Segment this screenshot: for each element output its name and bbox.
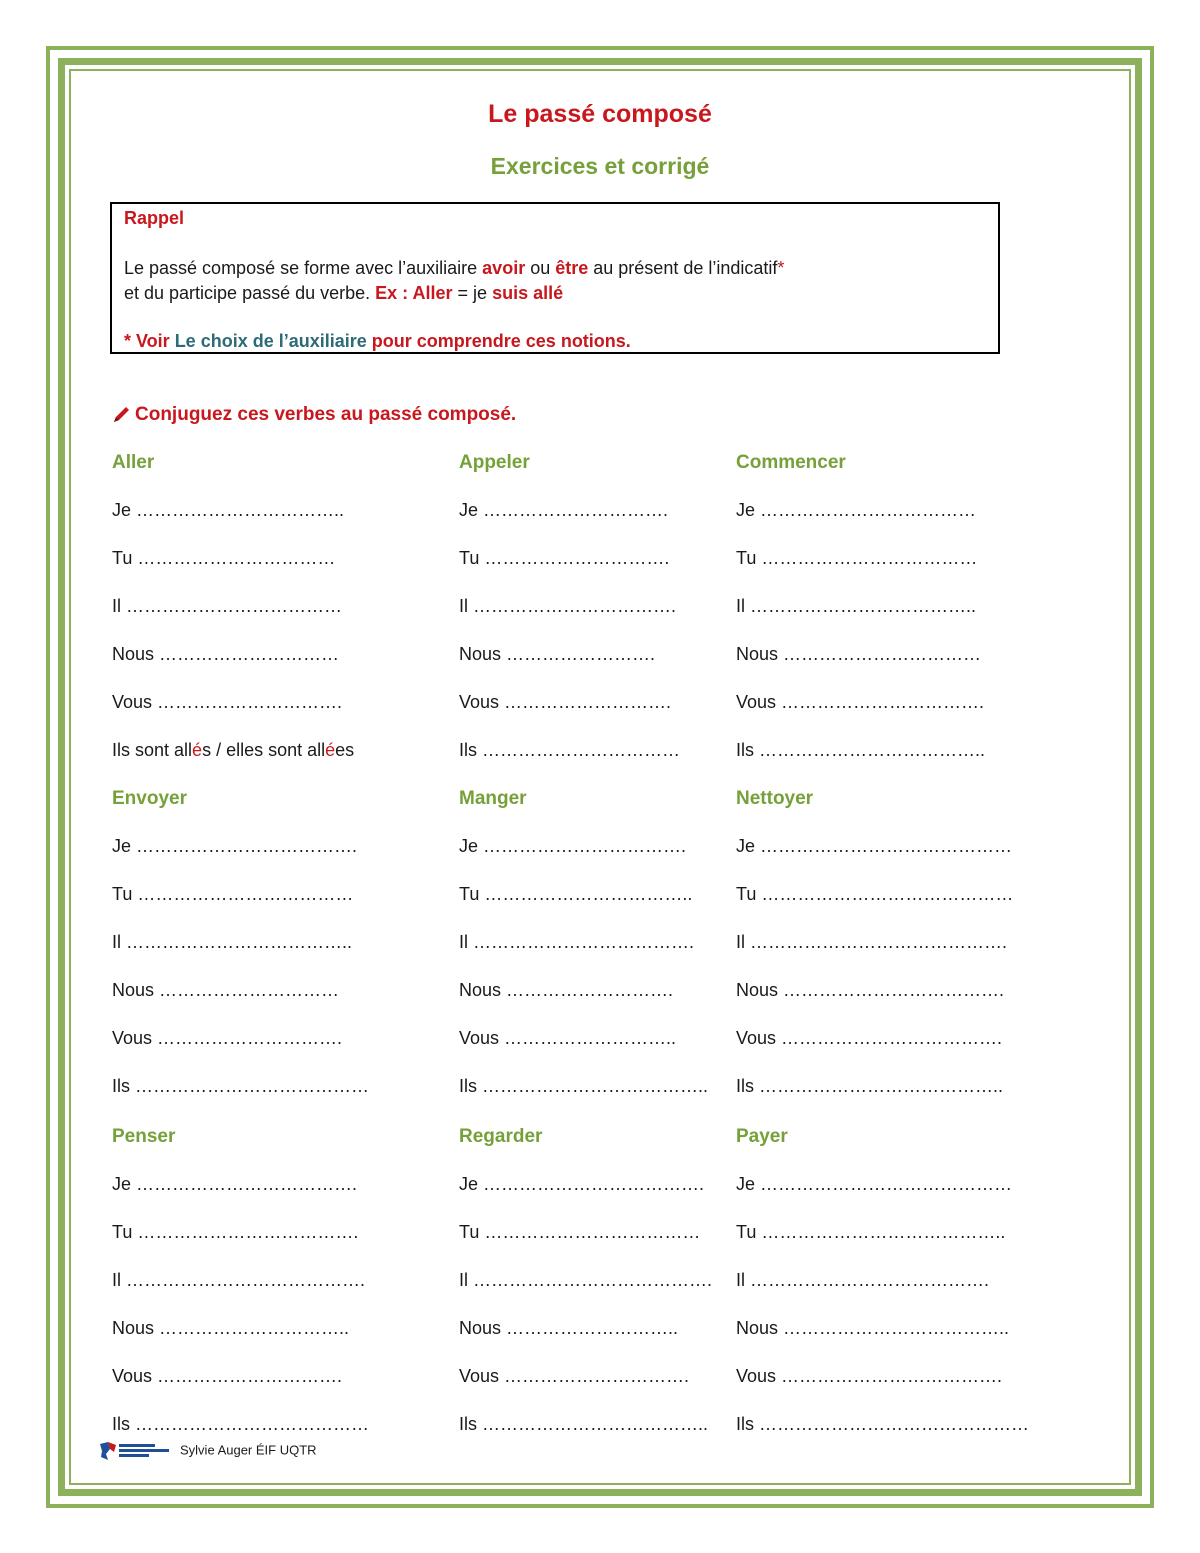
page-subtitle: Exercices et corrigé: [490, 153, 710, 179]
agreement-ending: é: [325, 740, 336, 760]
conjugation-line[interactable]: Il ………………………………..: [736, 596, 977, 616]
rappel-text: = je: [452, 283, 493, 303]
verb-heading: Manger: [459, 788, 527, 809]
conjugation-line[interactable]: Vous ………………………….: [112, 1028, 343, 1048]
conjugation-line[interactable]: Je ………………………….: [459, 500, 669, 520]
verb-heading: Nettoyer: [736, 788, 814, 809]
conjugation-line[interactable]: Nous …………………….: [459, 644, 656, 664]
conjugation-line[interactable]: Je …………………………….: [459, 836, 687, 856]
verb-heading: Commencer: [736, 452, 846, 473]
rappel-star: *: [777, 258, 785, 278]
conjugation-line[interactable]: Vous ………………………….: [112, 1366, 343, 1386]
conjugation-line[interactable]: Nous …………………………: [112, 980, 340, 1000]
conjugation-line[interactable]: Vous ………………………….: [459, 1366, 690, 1386]
agreement-ending: é: [192, 740, 203, 760]
conjugation-line[interactable]: Nous …………………………..: [112, 1318, 350, 1338]
conjugation-line[interactable]: Ils ……………………………: [459, 740, 681, 760]
conjugation-line[interactable]: Ils …………………………………..: [736, 1076, 1004, 1096]
conjugation-line[interactable]: Nous ……………………….: [459, 980, 674, 1000]
conjugation-line[interactable]: Il …………………………………….: [736, 932, 1008, 952]
rappel-suis-alle: suis allé: [492, 283, 564, 303]
conjugation-line[interactable]: Il ………………………………….: [736, 1270, 990, 1290]
conjugation-answer: [112, 740, 354, 761]
rappel-example: Ex : Aller: [375, 283, 453, 303]
conjugation-line[interactable]: Tu ……………………………………: [736, 884, 1014, 904]
conjugation-line[interactable]: Ils ………………………………………: [736, 1414, 1030, 1434]
rappel-note: * Voir: [124, 331, 175, 351]
rappel-box: [110, 202, 1000, 354]
rappel-etre: être: [555, 258, 589, 278]
conjugation-line[interactable]: Ils ………………………………..: [459, 1076, 709, 1096]
instruction-text: Conjuguez ces verbes au passé composé.: [135, 404, 517, 425]
conjugation-line[interactable]: Tu ………………………………: [736, 548, 978, 568]
conjugation-line[interactable]: Je ……………………………….: [459, 1174, 705, 1194]
conjugation-line[interactable]: Tu ……………………………….: [112, 1222, 359, 1242]
conjugation-line[interactable]: Tu ……………………………..: [459, 884, 693, 904]
conjugation-line[interactable]: Tu ………………………………: [459, 1222, 701, 1242]
conjugation-line[interactable]: Vous ……………………….: [459, 692, 672, 712]
verb-heading: Regarder: [459, 1126, 543, 1147]
eif-logo-icon: [98, 1440, 176, 1462]
instruction: [112, 404, 516, 426]
conjugation-line[interactable]: Nous …………………………: [112, 644, 340, 664]
conjugation-line[interactable]: Tu ………………………………: [112, 884, 354, 904]
conjugation-line[interactable]: Il …………………………….: [459, 596, 677, 616]
conjugation-line[interactable]: Nous ……………………………….: [736, 980, 1005, 1000]
verb-heading: Payer: [736, 1126, 788, 1147]
conjugation-line[interactable]: Je ………………………………: [736, 500, 977, 520]
conjugation-line[interactable]: Je ……………………………..: [112, 500, 345, 520]
rappel-text: ou: [525, 258, 556, 278]
conjugation-line[interactable]: Vous ……………………………….: [736, 1366, 1003, 1386]
conjugation-line[interactable]: Il ……………………………….: [459, 932, 695, 952]
conjugation-line[interactable]: Tu ………………………….: [459, 548, 670, 568]
rappel-title: Rappel: [124, 208, 185, 228]
conjugation-line[interactable]: Vous ………………………….: [112, 692, 343, 712]
conjugation-line[interactable]: Je ……………………………….: [112, 836, 358, 856]
conjugation-line[interactable]: Tu ……………………………: [112, 548, 336, 568]
conjugation-line[interactable]: Nous ………………………………..: [736, 1318, 1010, 1338]
conjugation-line[interactable]: Ils …………………………………: [112, 1076, 370, 1096]
conjugation-line[interactable]: Nous ……………………………: [736, 644, 982, 664]
rappel-text: au présent de l’indicatif: [588, 258, 778, 278]
conjugation-line[interactable]: Il ………………………………….: [112, 1270, 366, 1290]
rappel-line-1: [124, 258, 784, 279]
answer-text: Ils sont all: [112, 740, 193, 760]
rappel-text: Le passé composé se forme avec l’auxiliaire: [124, 258, 483, 278]
pencil-icon: [112, 406, 132, 424]
conjugation-line[interactable]: Vous …………………………….: [736, 692, 985, 712]
answer-text: es: [335, 740, 355, 760]
rappel-line-3: [124, 331, 631, 352]
rappel-avoir: avoir: [482, 258, 526, 278]
conjugation-line[interactable]: Ils ………………………………..: [736, 740, 986, 760]
rappel-note: pour comprendre ces notions.: [366, 331, 631, 351]
conjugation-line[interactable]: Je ……………………………………: [736, 836, 1013, 856]
conjugation-line[interactable]: Vous ……………………………….: [736, 1028, 1003, 1048]
conjugation-line[interactable]: Je ……………………………….: [112, 1174, 358, 1194]
conjugation-line[interactable]: Il ………………………………….: [459, 1270, 713, 1290]
verb-heading: Envoyer: [112, 788, 187, 809]
rappel-line-2: [124, 283, 563, 304]
verb-heading: Appeler: [459, 452, 530, 473]
page-title: Le passé composé: [488, 100, 712, 128]
footer-text: Sylvie Auger ÉIF UQTR: [180, 1442, 317, 1458]
conjugation-line[interactable]: Je ……………………………………: [736, 1174, 1013, 1194]
verb-heading: Aller: [112, 452, 155, 473]
conjugation-line[interactable]: Vous ………………………..: [459, 1028, 677, 1048]
conjugation-line[interactable]: Nous ………………………..: [459, 1318, 679, 1338]
conjugation-line[interactable]: Ils ………………………………..: [459, 1414, 709, 1434]
conjugation-line[interactable]: Il ………………………………..: [112, 932, 353, 952]
rappel-text: et du participe passé du verbe.: [124, 283, 376, 303]
conjugation-line[interactable]: Tu …………………………………..: [736, 1222, 1006, 1242]
conjugation-line[interactable]: Ils …………………………………: [112, 1414, 370, 1434]
footer: [98, 1440, 317, 1462]
answer-text: s / elles sont all: [202, 740, 326, 760]
verb-heading: Penser: [112, 1126, 176, 1147]
auxiliaire-link[interactable]: Le choix de l’auxiliaire: [174, 331, 367, 351]
conjugation-line[interactable]: Il ………………………………: [112, 596, 343, 616]
